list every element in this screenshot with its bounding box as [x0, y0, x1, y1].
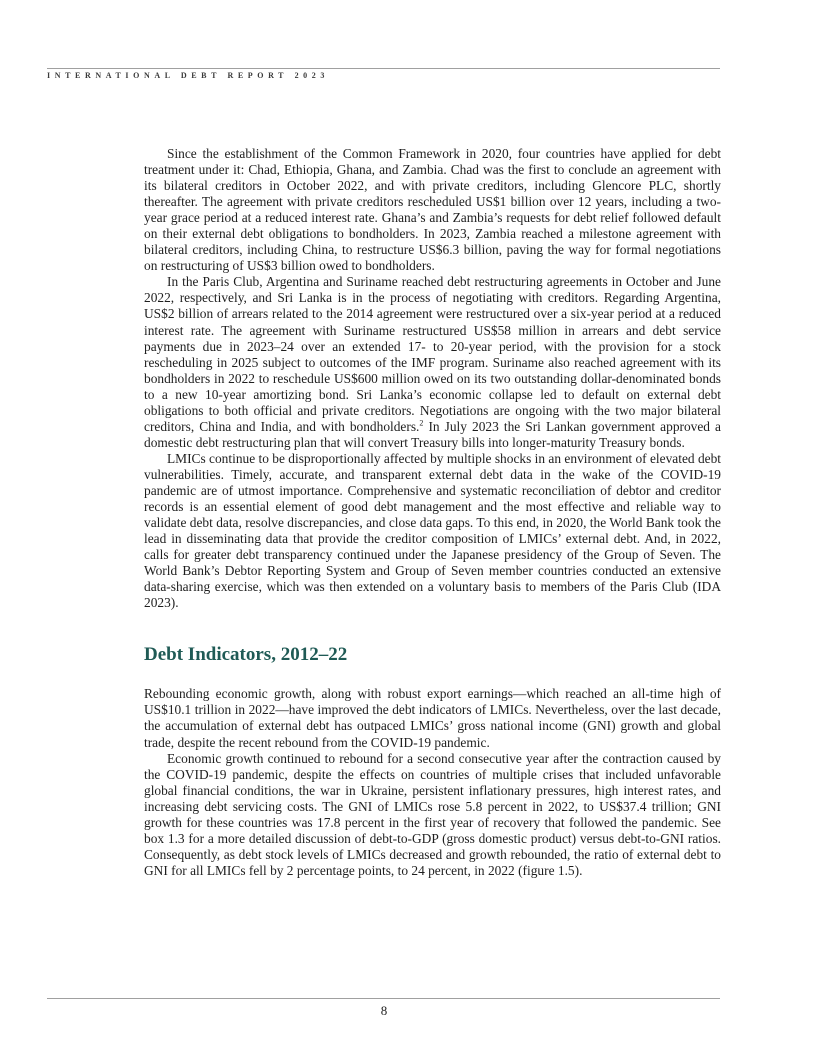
- paragraph-lmics-shocks: LMICs continue to be disproportionally affected by multiple shocks in an environment of elevated debt vulnerabilities. Timely, accurate, and transparent external debt data in the wake of the COVID-19 pandemic are of utmost importance. Comprehensive and systematic reconciliation of debtor and creditor records is an essential element of good debt management and the most effective and reliable way to validate debt data, resolve discrepancies, and close data gaps. To this end, in 2020, the World Bank took the lead in disseminating data that provide the creditor composition of LMICs’ external debt. And, in 2022, calls for greater debt transparency continued under the Japanese presidency of the Group of Seven. The World Bank’s Debtor Reporting System and Group of Seven member countries conducted an extensive data-sharing exercise, which was then extended on a voluntary basis to members of the Paris Club (IDA 2023).: [144, 450, 721, 611]
- paragraph-rebounding-growth: Rebounding economic growth, along with robust export earnings—which reached an all-time high of US$10.1 trillion in 2022—have improved the debt indicators of LMICs. Nevertheless, over the last decade, the accumulation of external debt has outpaced LMICs’ gross national income (GNI) growth and global trade, despite the recent rebound from the COVID-19 pandemic.: [144, 686, 721, 750]
- paragraph-economic-growth: Economic growth continued to rebound for a second consecutive year after the contraction caused by the COVID-19 pandemic, despite the effects on countries of multiple crises that included unfavorable global financial conditions, the war in Ukraine, persistent inflationary pressures, high interest rates, and increasing debt servicing costs. The GNI of LMICs rose 5.8 percent in 2022, to US$37.4 trillion; GNI growth for these countries was 17.8 percent in the first year of recovery that followed the pandemic. See box 1.3 for a more detailed discussion of debt-to-GDP (gross domestic product) versus debt-to-GNI ratios. Consequently, as debt stock levels of LMICs decreased and growth rebounded, the ratio of external debt to GNI for all LMICs fell by 2 percentage points, to 24 percent, in 2022 (figure 1.5).: [144, 750, 721, 878]
- main-content: [144, 146, 721, 879]
- paragraph-common-framework: Since the establishment of the Common Framework in 2020, four countries have applied for debt treatment under it: Chad, Ethiopia, Ghana, and Zambia. Chad was the first to conclude an agreement with its bilateral creditors in October 2022, and with private creditors, including Glencore PLC, shortly thereafter. The agreement with private creditors rescheduled US$1 billion over 12 years, including a two-year grace period at a reduced interest rate. Ghana’s and Zambia’s requests for debt relief followed default on their external debt obligations to bondholders. In 2023, Zambia reached a milestone agreement with bilateral creditors, including China, to restructure US$6.3 billion, paving the way for formal negotiations on restructuring of US$3 billion owed to bondholders.: [144, 146, 721, 274]
- footnote-marker[interactable]: 2: [419, 418, 424, 428]
- paragraph-paris-club-text-cont: In July 2023 the Sri Lankan government approved a domestic debt restructuring plan that will convert Treasury bills into longer-maturity Treasury bonds.: [144, 418, 721, 450]
- footer-rule: [47, 998, 720, 999]
- header-rule: [47, 68, 720, 69]
- page-number: 8: [380, 1003, 388, 1018]
- paragraph-paris-club: [144, 274, 721, 451]
- paragraph-paris-club-text: In the Paris Club, Argentina and Suriname reached debt restructuring agreements in October and June 2022, respectively, and Sri Lanka is in the process of negotiating with creditors. Regarding Argentina, US$2 billion of arrears related to the 2014 agreement were restructured over a six-year period at a reduced interest rate. The agreement with Suriname restructured US$58 million in arrears and debt service payments due in 2023–24 over an extended 17- to 20-year period, with the provision for a stock rescheduling in 2025 subject to outcomes of the IMF program. Suriname also reached agreement with its bondholders in 2022 to reschedule US$600 million owed on its two outstanding dollar-denominated bonds to a new 10-year amortizing bond. Sri Lanka’s economic collapse led to default on external debt obligations to both official and private creditors. Negotiations are ongoing with the two major bilateral creditors, China and India, and with bondholders.: [144, 274, 721, 434]
- running-head: INTERNATIONAL DEBT REPORT 2023: [47, 71, 329, 80]
- section-heading: Debt Indicators, 2012–22: [144, 644, 348, 666]
